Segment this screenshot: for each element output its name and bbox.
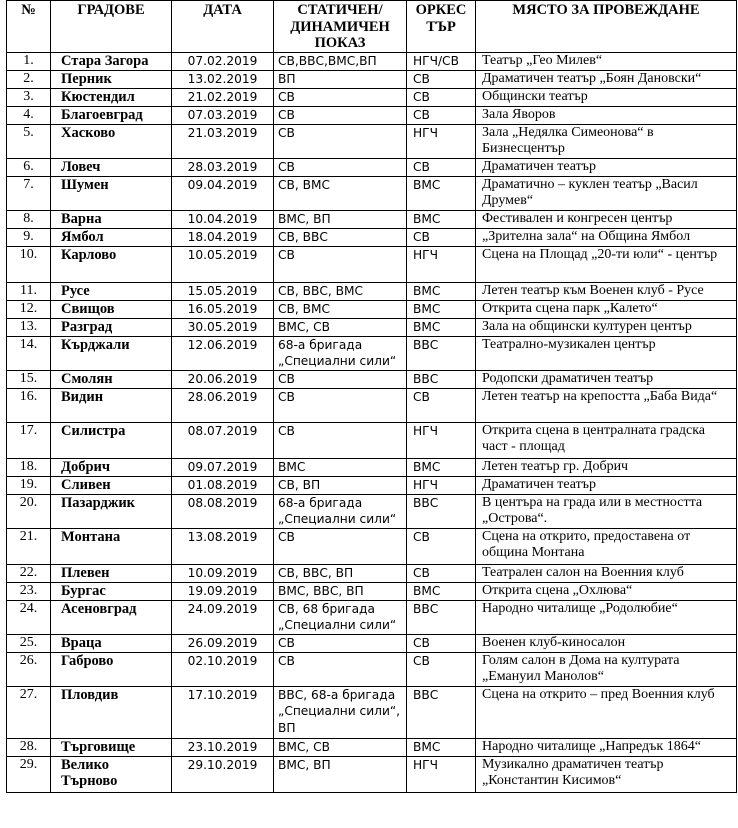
event-date: 09.04.2019 <box>172 176 274 210</box>
event-date: 28.06.2019 <box>172 388 274 422</box>
event-date: 17.10.2019 <box>172 686 274 738</box>
orchestra: ВМС <box>407 176 476 210</box>
event-date: 21.03.2019 <box>172 124 274 158</box>
orchestra: НГЧ/СВ <box>407 52 476 70</box>
show-type: ВВС, 68-а бригада „Специални сили“, ВП <box>274 686 407 738</box>
orchestra: ВВС <box>407 336 476 370</box>
row-number: 22. <box>7 564 51 582</box>
row-number: 27. <box>7 686 51 738</box>
table-row <box>7 528 737 564</box>
venue: Театър „Гео Милев“ <box>476 52 737 70</box>
venue: Музикално драматичен театър „Константин Кисимов“ <box>476 756 737 792</box>
table-row <box>7 158 737 176</box>
event-date: 12.06.2019 <box>172 336 274 370</box>
city-name: Благоевград <box>51 106 172 124</box>
row-number: 18. <box>7 458 51 476</box>
row-number: 13. <box>7 318 51 336</box>
event-date: 07.02.2019 <box>172 52 274 70</box>
show-type: СВ, ВП <box>274 476 407 494</box>
venue: Летен театър на крепостта „Баба Вида“ <box>476 388 737 422</box>
show-type: ВМС, ВП <box>274 756 407 792</box>
city-name: Силистра <box>51 422 172 458</box>
table-row <box>7 600 737 634</box>
show-type: СВ <box>274 634 407 652</box>
orchestra: НГЧ <box>407 756 476 792</box>
venue: Открита сцена парк „Калето“ <box>476 300 737 318</box>
events-table <box>6 0 737 793</box>
show-type: СВ <box>274 370 407 388</box>
show-type: СВ <box>274 246 407 282</box>
orchestra: НГЧ <box>407 246 476 282</box>
row-number: 12. <box>7 300 51 318</box>
event-date: 28.03.2019 <box>172 158 274 176</box>
venue: Зала на общински културен център <box>476 318 737 336</box>
row-number: 2. <box>7 70 51 88</box>
show-type: СВ <box>274 158 407 176</box>
city-name: Сливен <box>51 476 172 494</box>
city-name: Монтана <box>51 528 172 564</box>
event-date: 10.05.2019 <box>172 246 274 282</box>
table-row <box>7 88 737 106</box>
show-type: СВ <box>274 124 407 158</box>
orchestra: НГЧ <box>407 422 476 458</box>
table-row <box>7 370 737 388</box>
city-name: Добрич <box>51 458 172 476</box>
venue: Открита сцена „Охлюва“ <box>476 582 737 600</box>
orchestra: СВ <box>407 228 476 246</box>
row-number: 21. <box>7 528 51 564</box>
city-name: Русе <box>51 282 172 300</box>
event-date: 10.04.2019 <box>172 210 274 228</box>
orchestra: ВМС <box>407 582 476 600</box>
event-date: 08.07.2019 <box>172 422 274 458</box>
row-number: 6. <box>7 158 51 176</box>
city-name: Карлово <box>51 246 172 282</box>
table-row <box>7 106 737 124</box>
table-row <box>7 756 737 792</box>
event-date: 24.09.2019 <box>172 600 274 634</box>
city-name: Асеновград <box>51 600 172 634</box>
row-number: 19. <box>7 476 51 494</box>
venue: Открита сцена в централната градска част - площад <box>476 422 737 458</box>
venue: Народно читалище „Родолюбие“ <box>476 600 737 634</box>
orchestra: СВ <box>407 528 476 564</box>
city-name: Бургас <box>51 582 172 600</box>
show-type: ВМС, СВ <box>274 738 407 756</box>
table-row <box>7 246 737 282</box>
orchestra: СВ <box>407 158 476 176</box>
show-type: ВП <box>274 70 407 88</box>
show-type: ВМС, ВП <box>274 210 407 228</box>
event-date: 08.08.2019 <box>172 494 274 528</box>
venue: Зала Яворов <box>476 106 737 124</box>
row-number: 1. <box>7 52 51 70</box>
row-number: 16. <box>7 388 51 422</box>
city-name: Варна <box>51 210 172 228</box>
row-number: 9. <box>7 228 51 246</box>
table-row <box>7 634 737 652</box>
venue: Летен театър към Военен клуб - Русе <box>476 282 737 300</box>
venue: Голям салон в Дома на културата „Емануил Манолов“ <box>476 652 737 686</box>
city-name: Кърджали <box>51 336 172 370</box>
venue: Родопски драматичен театър <box>476 370 737 388</box>
venue: Летен театър гр. Добрич <box>476 458 737 476</box>
table-row <box>7 582 737 600</box>
city-name: Велико Търново <box>51 756 172 792</box>
show-type: СВ, ВВС <box>274 228 407 246</box>
event-date: 19.09.2019 <box>172 582 274 600</box>
row-number: 20. <box>7 494 51 528</box>
event-date: 13.08.2019 <box>172 528 274 564</box>
table-row <box>7 70 737 88</box>
orchestra: ВМС <box>407 210 476 228</box>
orchestra: ВМС <box>407 282 476 300</box>
table-row <box>7 318 737 336</box>
venue: В центъра на града или в местността „Острова“. <box>476 494 737 528</box>
row-number: 11. <box>7 282 51 300</box>
orchestra: НГЧ <box>407 124 476 158</box>
orchestra: СВ <box>407 634 476 652</box>
event-date: 10.09.2019 <box>172 564 274 582</box>
city-name: Свищов <box>51 300 172 318</box>
venue: Военен клуб-киносалон <box>476 634 737 652</box>
orchestra: СВ <box>407 388 476 422</box>
orchestra: СВ <box>407 88 476 106</box>
table-row <box>7 124 737 158</box>
header-city: ГРАДОВЕ <box>51 1 172 53</box>
city-name: Пазарджик <box>51 494 172 528</box>
orchestra: ВМС <box>407 738 476 756</box>
event-date: 09.07.2019 <box>172 458 274 476</box>
event-date: 01.08.2019 <box>172 476 274 494</box>
table-header-row <box>7 1 737 53</box>
row-number: 28. <box>7 738 51 756</box>
city-name: Ловеч <box>51 158 172 176</box>
show-type: СВ,ВВС,ВМС,ВП <box>274 52 407 70</box>
venue: Драматичен театър „Боян Дановски“ <box>476 70 737 88</box>
venue: Общински театър <box>476 88 737 106</box>
event-date: 07.03.2019 <box>172 106 274 124</box>
venue: Драматичен театър <box>476 158 737 176</box>
orchestra: СВ <box>407 106 476 124</box>
event-date: 15.05.2019 <box>172 282 274 300</box>
event-date: 21.02.2019 <box>172 88 274 106</box>
show-type: ВМС, СВ <box>274 318 407 336</box>
city-name: Стара Загора <box>51 52 172 70</box>
show-type: СВ, ВВС, ВМС <box>274 282 407 300</box>
show-type: СВ <box>274 106 407 124</box>
row-number: 8. <box>7 210 51 228</box>
orchestra: СВ <box>407 652 476 686</box>
table-row <box>7 282 737 300</box>
show-type: СВ <box>274 388 407 422</box>
row-number: 29. <box>7 756 51 792</box>
city-name: Хасково <box>51 124 172 158</box>
show-type: СВ <box>274 88 407 106</box>
orchestra: СВ <box>407 70 476 88</box>
show-type: ВМС, ВВС, ВП <box>274 582 407 600</box>
row-number: 10. <box>7 246 51 282</box>
table-row <box>7 494 737 528</box>
event-date: 02.10.2019 <box>172 652 274 686</box>
event-date: 23.10.2019 <box>172 738 274 756</box>
table-row <box>7 336 737 370</box>
row-number: 15. <box>7 370 51 388</box>
show-type: ВМС <box>274 458 407 476</box>
city-name: Плевен <box>51 564 172 582</box>
city-name: Разград <box>51 318 172 336</box>
table-body <box>7 52 737 792</box>
table-row <box>7 228 737 246</box>
venue: Сцена на открито – пред Военния клуб <box>476 686 737 738</box>
orchestra: ВВС <box>407 370 476 388</box>
venue: Народно читалище „Напредък 1864“ <box>476 738 737 756</box>
row-number: 23. <box>7 582 51 600</box>
table-row <box>7 564 737 582</box>
table-row <box>7 652 737 686</box>
event-date: 30.05.2019 <box>172 318 274 336</box>
table-row <box>7 458 737 476</box>
table-row <box>7 686 737 738</box>
city-name: Кюстендил <box>51 88 172 106</box>
event-date: 20.06.2019 <box>172 370 274 388</box>
header-num: № <box>7 1 51 53</box>
city-name: Смолян <box>51 370 172 388</box>
event-date: 29.10.2019 <box>172 756 274 792</box>
row-number: 25. <box>7 634 51 652</box>
city-name: Перник <box>51 70 172 88</box>
show-type: СВ <box>274 652 407 686</box>
header-show: СТАТИЧЕН/ ДИНАМИЧЕН ПОКАЗ <box>274 1 407 53</box>
row-number: 7. <box>7 176 51 210</box>
show-type: СВ <box>274 528 407 564</box>
row-number: 24. <box>7 600 51 634</box>
venue: Театрален салон на Военния клуб <box>476 564 737 582</box>
venue: Драматичен театър <box>476 476 737 494</box>
venue: Драматично – куклен театър „Васил Друмев“ <box>476 176 737 210</box>
table-row <box>7 210 737 228</box>
header-date: ДАТА <box>172 1 274 53</box>
venue: Зала „Недялка Симеонова“ в Бизнесцентър <box>476 124 737 158</box>
venue: „Зрителна зала“ на Община Ямбол <box>476 228 737 246</box>
city-name: Враца <box>51 634 172 652</box>
orchestra: ВВС <box>407 600 476 634</box>
event-date: 16.05.2019 <box>172 300 274 318</box>
header-orchestra: ОРКЕС ТЪР <box>407 1 476 53</box>
row-number: 4. <box>7 106 51 124</box>
show-type: СВ, ВМС <box>274 176 407 210</box>
show-type: СВ <box>274 422 407 458</box>
orchestra: ВМС <box>407 300 476 318</box>
venue: Сцена на открито, предоставена от община Монтана <box>476 528 737 564</box>
table-row <box>7 422 737 458</box>
table-row <box>7 738 737 756</box>
venue: Фестивален и конгресен център <box>476 210 737 228</box>
row-number: 14. <box>7 336 51 370</box>
event-date: 18.04.2019 <box>172 228 274 246</box>
orchestra: ВМС <box>407 458 476 476</box>
table-row <box>7 388 737 422</box>
orchestra: ВВС <box>407 494 476 528</box>
row-number: 17. <box>7 422 51 458</box>
table-row <box>7 176 737 210</box>
table-row <box>7 300 737 318</box>
table-row <box>7 52 737 70</box>
city-name: Габрово <box>51 652 172 686</box>
show-type: СВ, ВМС <box>274 300 407 318</box>
show-type: СВ, ВВС, ВП <box>274 564 407 582</box>
row-number: 26. <box>7 652 51 686</box>
city-name: Ямбол <box>51 228 172 246</box>
city-name: Шумен <box>51 176 172 210</box>
row-number: 3. <box>7 88 51 106</box>
table-row <box>7 476 737 494</box>
show-type: СВ, 68 бригада „Специални сили“ <box>274 600 407 634</box>
event-date: 13.02.2019 <box>172 70 274 88</box>
show-type: 68-а бригада „Специални сили“ <box>274 494 407 528</box>
city-name: Видин <box>51 388 172 422</box>
orchestra: НГЧ <box>407 476 476 494</box>
venue: Театрално-музикален център <box>476 336 737 370</box>
orchestra: ВВС <box>407 686 476 738</box>
show-type: 68-а бригада „Специални сили“ <box>274 336 407 370</box>
orchestra: СВ <box>407 564 476 582</box>
header-place: МЯСТО ЗА ПРОВЕЖДАНЕ <box>476 1 737 53</box>
event-date: 26.09.2019 <box>172 634 274 652</box>
city-name: Търговище <box>51 738 172 756</box>
city-name: Пловдив <box>51 686 172 738</box>
row-number: 5. <box>7 124 51 158</box>
orchestra: ВМС <box>407 318 476 336</box>
venue: Сцена на Площад „20-ти юли“ - център <box>476 246 737 282</box>
